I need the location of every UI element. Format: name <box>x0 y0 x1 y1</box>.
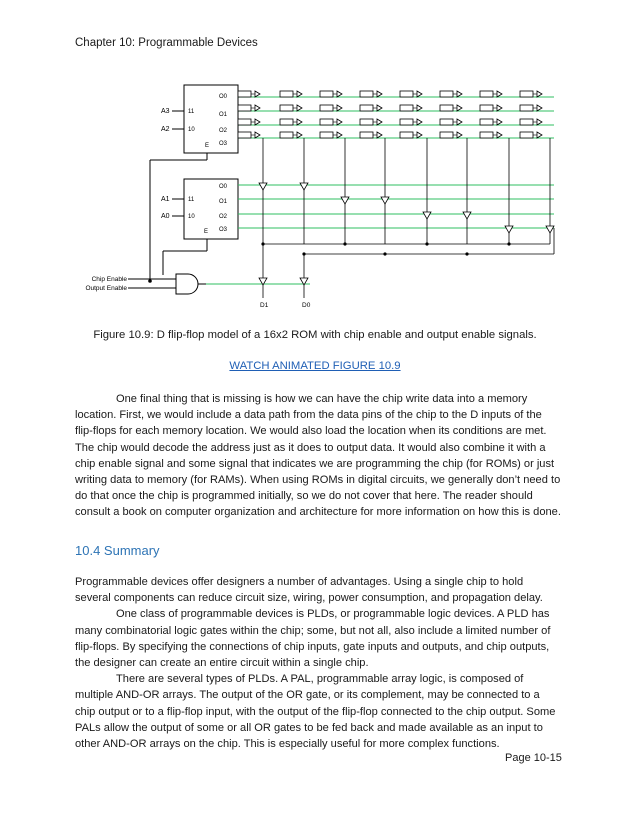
bottom-decoder-pin: 10 <box>188 214 195 220</box>
tri-state-buffer <box>457 119 462 125</box>
tri-state-buffer <box>457 105 462 111</box>
tri-state-buffer <box>255 132 260 138</box>
top-decoder-enable: E <box>205 143 210 149</box>
select-buffer <box>546 226 554 233</box>
rom-circuit-diagram <box>70 78 560 318</box>
watch-animated-figure-link[interactable]: WATCH ANIMATED FIGURE 10.9 <box>229 360 401 372</box>
bottom-decoder-input-label: A1 <box>161 196 170 203</box>
body-text <box>75 391 561 521</box>
tri-state-buffer <box>497 91 502 97</box>
select-buffer <box>463 212 471 219</box>
flip-flop <box>440 119 453 125</box>
tri-state-buffer <box>297 119 302 125</box>
summary-paragraph: Programmable devices offer designers a number of advantages. Using a single chip to hold several components can reduce circuit size, wiring, power consumption, and propagation delay. <box>75 576 543 605</box>
chip-enable-label: Chip Enable <box>91 276 127 283</box>
flip-flop <box>440 105 453 111</box>
page-number: Page 10-15 <box>505 752 562 764</box>
flip-flop <box>280 91 293 97</box>
flip-flop <box>238 119 251 125</box>
section-heading: 10.4 Summary <box>75 543 160 558</box>
select-buffer <box>300 183 308 190</box>
flip-flop <box>238 105 251 111</box>
tri-state-buffer <box>377 91 382 97</box>
bottom-decoder-output-label: O3 <box>219 227 228 233</box>
top-decoder-output-label: O0 <box>219 94 228 100</box>
top-decoder-input-label: A3 <box>161 108 170 115</box>
bottom-decoder-pin: 11 <box>188 197 195 203</box>
tri-state-buffer <box>255 119 260 125</box>
figure-caption: Figure 10.9: D flip-flop model of a 16x2 ROM with chip enable and output enable signals. <box>93 329 537 341</box>
page-header: Chapter 10: Programmable Devices <box>75 37 258 49</box>
top-decoder-input-label: A2 <box>161 126 170 133</box>
tri-state-buffer <box>497 105 502 111</box>
junction <box>343 242 346 245</box>
flip-flop <box>360 119 373 125</box>
flip-flop <box>520 132 533 138</box>
bottom-decoder <box>184 179 238 239</box>
flip-flop <box>480 91 493 97</box>
flip-flop <box>280 132 293 138</box>
flip-flop <box>360 132 373 138</box>
output-enable-label: Output Enable <box>85 285 127 292</box>
tri-state-buffer <box>417 91 422 97</box>
select-buffer <box>505 226 513 233</box>
summary-paragraph: There are several types of PLDs. A PAL, programmable array logic, is composed of multiple AND-OR arrays. The output of the OR gate, or its complement, may be connected to a chip output or to a flip-flop input, with the output of the flip-flop connected to the chip output. Some PALs allow the output of some or all OR gates to be fed back and made available as an input to other AND-OR arrays on the chip. This is especially useful for more complex functions. <box>75 673 556 751</box>
flip-flop <box>480 105 493 111</box>
flip-flop <box>400 91 413 97</box>
tri-state-buffer <box>255 91 260 97</box>
flip-flop <box>480 119 493 125</box>
body-paragraph: One final thing that is missing is how we can have the chip write data into a memory location. First, we would include a data path from the data pins of the chip to the D inputs of the flip-flops for each memory location. We would also load the location when its conditions are met. The chip would decode the address just as it does to output data. It would also combine it with a chip enable signal and some signal that indicates we are programming the chip (for ROMs) or just writing data to memory (for RAMs). When using ROMs in digital circuits, we generally don’t need to do that once the chip is programmed initially, so we do not cover that here. The reader should consult a book on computer organization and architecture for more information on how this is done. <box>75 393 561 519</box>
tri-state-buffer <box>337 91 342 97</box>
top-decoder <box>184 85 238 153</box>
bottom-decoder-output-label: O2 <box>219 214 228 220</box>
select-buffer <box>259 183 267 190</box>
select-buffer <box>381 197 389 204</box>
tri-state-buffer <box>297 132 302 138</box>
output-label-d0: D0 <box>302 302 311 309</box>
top-decoder-output-label: O1 <box>219 112 228 118</box>
tri-state-buffer <box>377 132 382 138</box>
tri-state-buffer <box>497 119 502 125</box>
select-buffer <box>423 212 431 219</box>
output-label-d1: D1 <box>260 302 269 309</box>
tri-state-buffer <box>537 105 542 111</box>
flip-flop <box>360 105 373 111</box>
flip-flop <box>320 91 333 97</box>
tri-state-buffer <box>337 105 342 111</box>
flip-flop <box>520 91 533 97</box>
select-buffer <box>341 197 349 204</box>
and-gate <box>176 274 198 294</box>
tri-state-buffer <box>417 132 422 138</box>
tri-state-buffer <box>297 105 302 111</box>
bottom-decoder-enable: E <box>204 229 209 235</box>
tri-state-buffer <box>537 91 542 97</box>
flip-flop <box>440 132 453 138</box>
top-decoder-output-label: O2 <box>219 128 228 134</box>
flip-flop <box>440 91 453 97</box>
tri-state-buffer <box>337 119 342 125</box>
flip-flop <box>320 119 333 125</box>
flip-flop <box>520 105 533 111</box>
flip-flop <box>480 132 493 138</box>
tri-state-buffer <box>497 132 502 138</box>
flip-flop <box>280 105 293 111</box>
flip-flop <box>400 132 413 138</box>
tri-state-buffer <box>417 105 422 111</box>
flip-flop <box>520 119 533 125</box>
rom-figure <box>70 78 560 318</box>
tri-state-buffer <box>255 105 260 111</box>
flip-flop <box>320 132 333 138</box>
top-decoder-pin: 10 <box>188 127 195 133</box>
bottom-decoder-output-label: O0 <box>219 184 228 190</box>
flip-flop <box>400 119 413 125</box>
flip-flop <box>320 105 333 111</box>
flip-flop <box>280 119 293 125</box>
top-decoder-output-label: O3 <box>219 141 228 147</box>
tri-state-buffer <box>417 119 422 125</box>
summary-paragraph: One class of programmable devices is PLDs, or programmable logic devices. A PLD has many combinatorial logic gates within the chip; some, but not all, also include a limited number of flip-flops. By specifying the connections of chip inputs, gate inputs and outputs, and chip outputs, the designer can create an entire circuit within a single chip. <box>75 608 551 670</box>
tri-state-buffer <box>297 91 302 97</box>
tri-state-buffer <box>337 132 342 138</box>
junction <box>465 252 468 255</box>
junction <box>425 242 428 245</box>
tri-state-buffer <box>457 132 462 138</box>
flip-flop <box>238 132 251 138</box>
tri-state-buffer <box>537 132 542 138</box>
tri-state-buffer <box>537 119 542 125</box>
watch-figure-link-wrap <box>0 360 630 372</box>
bottom-decoder-output-label: O1 <box>219 199 228 205</box>
tri-state-buffer <box>457 91 462 97</box>
bottom-decoder-input-label: A0 <box>161 213 170 220</box>
tri-state-buffer <box>377 119 382 125</box>
flip-flop <box>400 105 413 111</box>
summary-text <box>75 574 561 752</box>
flip-flop <box>360 91 373 97</box>
top-decoder-pin: 11 <box>188 109 195 115</box>
tri-state-buffer <box>377 105 382 111</box>
junction <box>383 252 386 255</box>
junction <box>507 242 510 245</box>
flip-flop <box>238 91 251 97</box>
